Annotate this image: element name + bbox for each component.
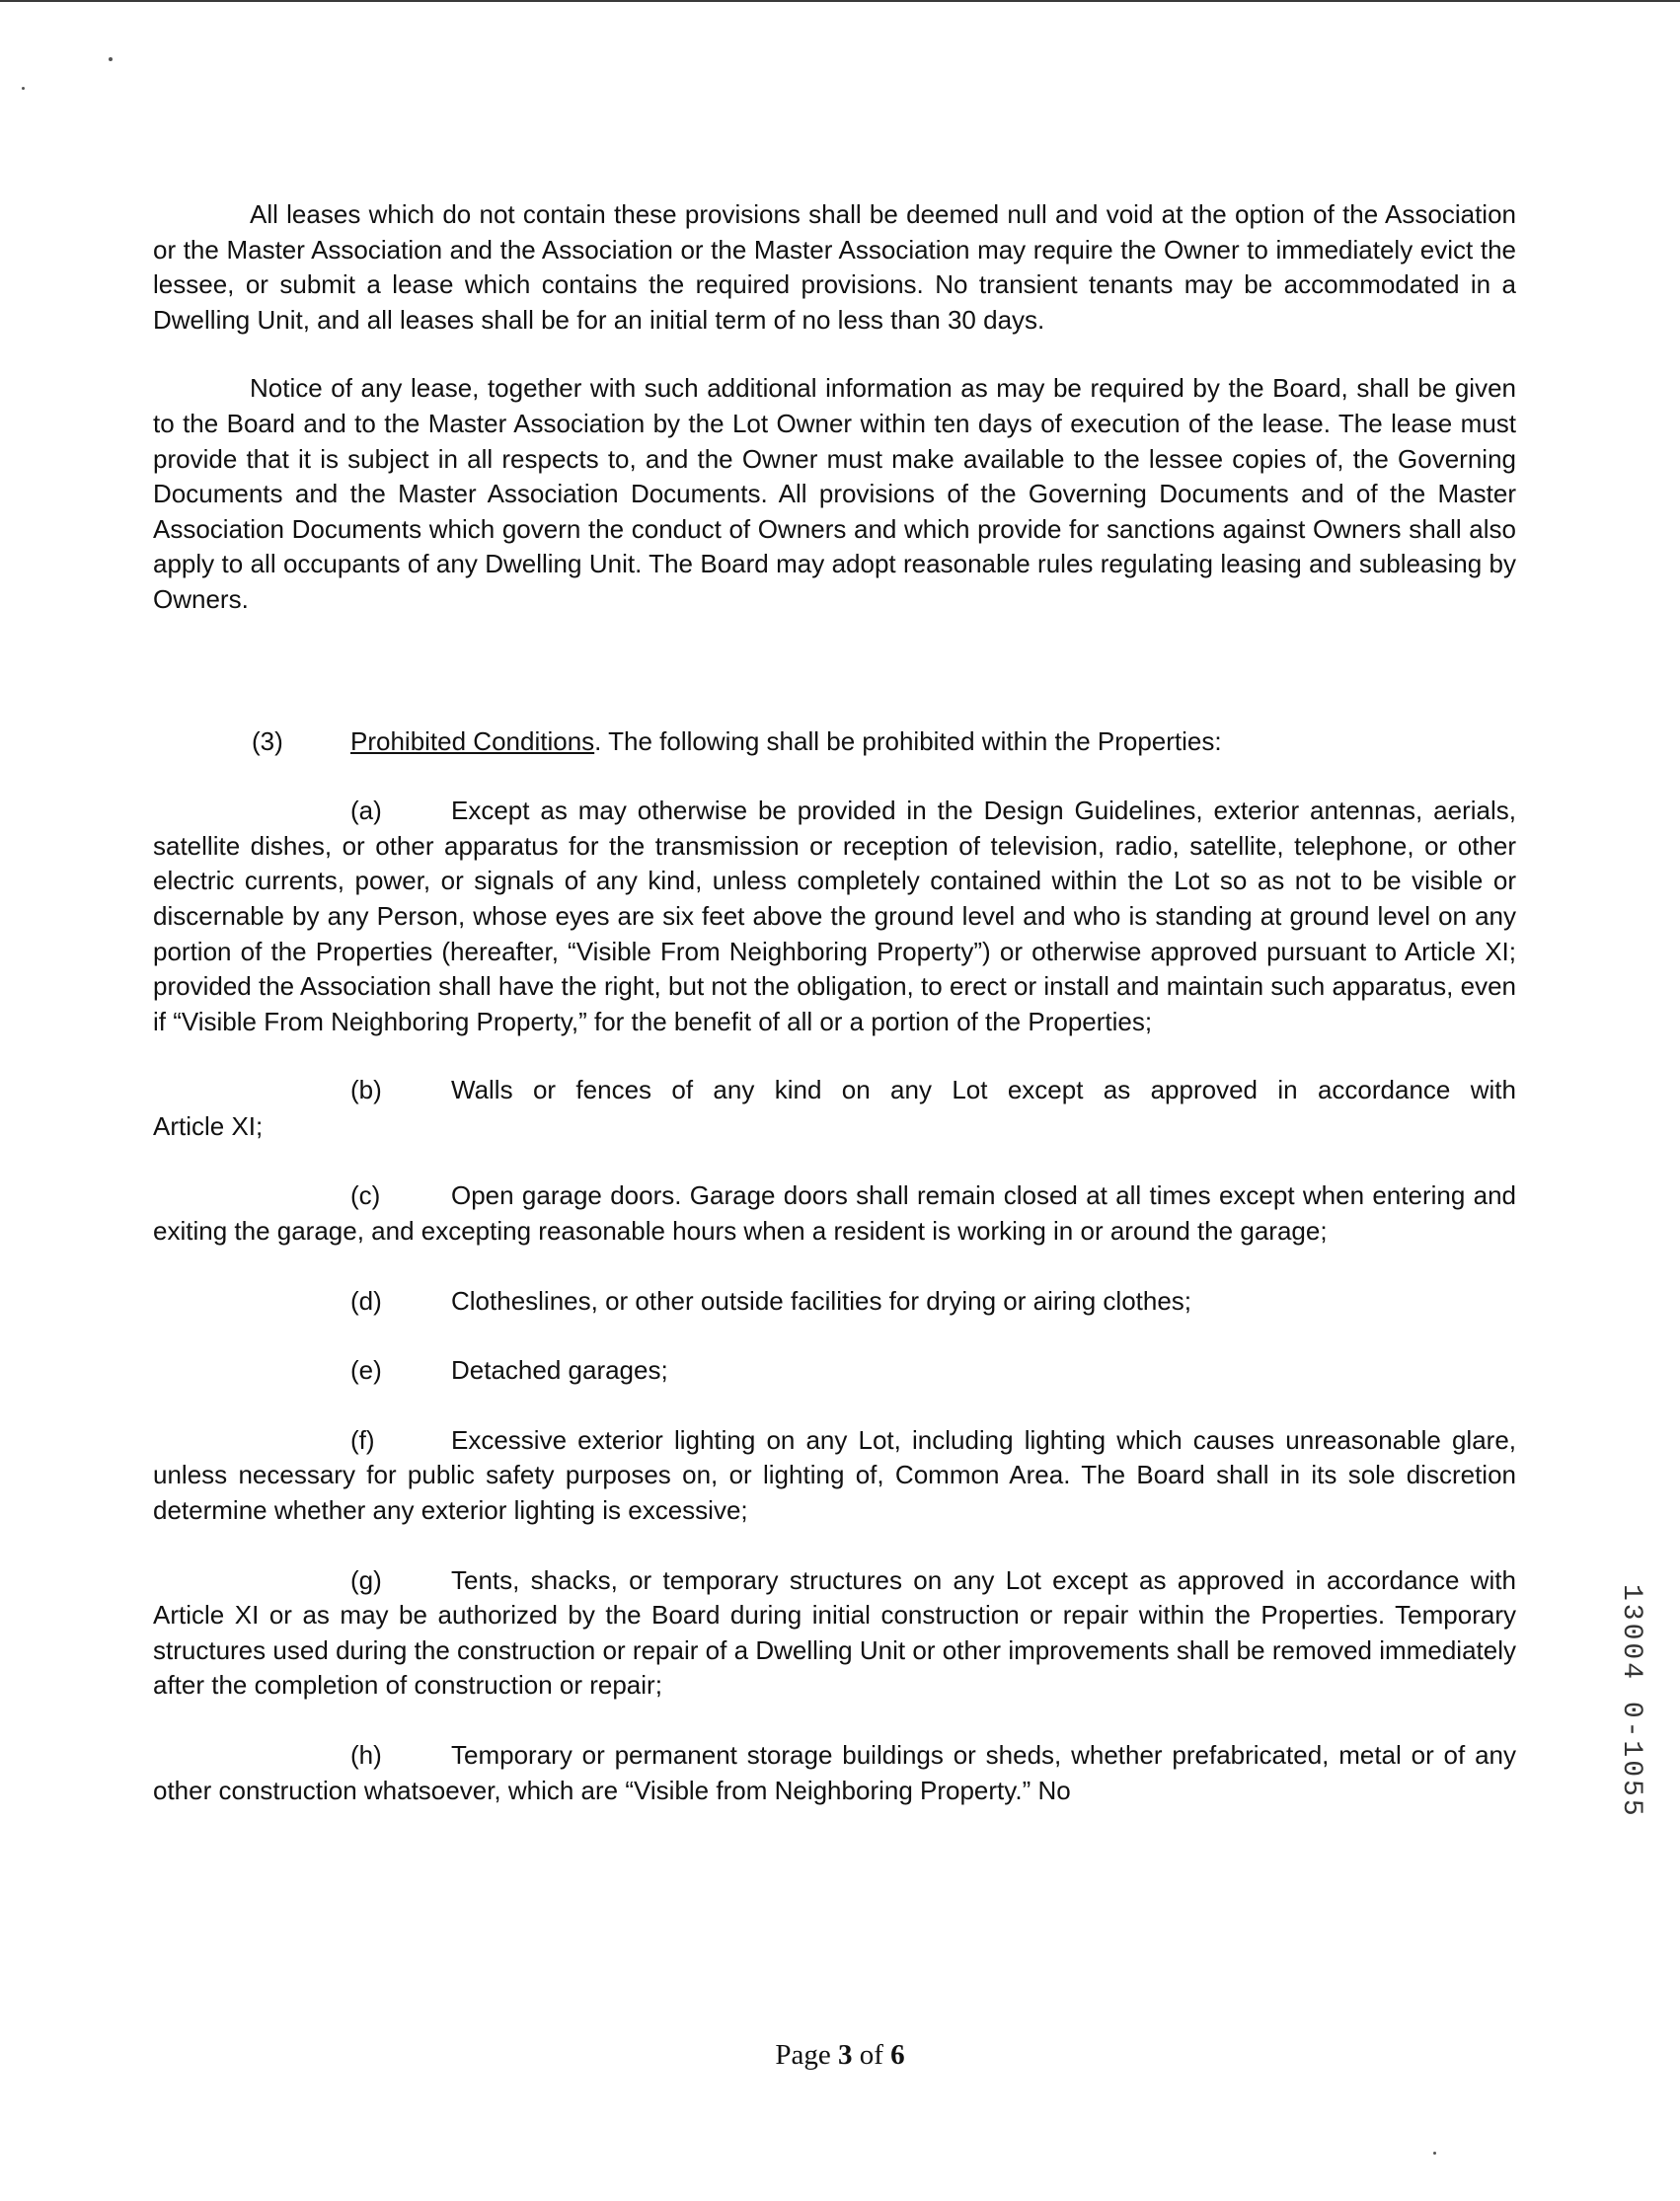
- scan-top-border: [0, 0, 1680, 2]
- item-d: [153, 1284, 1516, 1320]
- item-f: [153, 1423, 1516, 1529]
- lease-paragraph-1: All leases which do not contain these provisions shall be deemed null and void at the option of the Association or the Master Association and the Association or the Master Association may require the Owner to immediately evict the lessee, or submit a lease which contains the required provisions. No transient tenants may be accommodated in a Dwelling Unit, and all leases shall be for an initial term of no less than 30 days.: [153, 199, 1516, 335]
- item-label: (b): [350, 1075, 382, 1105]
- item-text: Except as may otherwise be provided in the Design Guidelines, exterior antennas, aerials, satellite dishes, or other apparatus for the transmission or reception of television, radio, satellite, telephone, or other electric currents, power, or signals of any kind, unless completely contained within the Lot so as not to be visible or discernable by any Person, whose eyes are six feet above the ground level and who is standing at ground level on any portion of the Properties (hereafter, “Visible From Neighboring Property”) or otherwise approved pursuant to Article XI; provided the Association shall have the right, but not the obligation, to erect or install and maintain such apparatus, even if “Visible From Neighboring Property,” for the benefit of all or a portion of the Properties;: [153, 796, 1516, 1036]
- item-h: [153, 1738, 1516, 1808]
- item-text: Open garage doors. Garage doors shall remain closed at all times except when entering and exiting the garage, and excepting reasonable hours when a resident is working in or around the garage;: [153, 1180, 1516, 1247]
- item-c: [153, 1178, 1516, 1249]
- item-label: (e): [350, 1355, 382, 1386]
- item-g: [153, 1563, 1516, 1704]
- lease-paragraph-2: Notice of any lease, together with such additional information as may be required by the Board, shall be given to the Board and to the Master Association by the Lot Owner within ten days of execution of the lease. The lease must provide that it is subject in all respects to, and the Owner must make available to the lessee copies of, the Governing Documents and the Master Association Documents. All provisions of the Governing Documents and of the Master Association Documents which govern the conduct of Owners and which provide for sanctions against Owners shall also apply to all occupants of any Dwelling Unit. The Board may adopt reasonable rules regulating leasing and subleasing by Owners.: [153, 373, 1516, 614]
- item-text: Temporary or permanent storage buildings or sheds, whether prefabricated, metal or of any other construction whatsoever, which are “Visible from Neighboring Property.” No: [153, 1740, 1516, 1805]
- document-body: [153, 197, 1516, 1808]
- item-text: Walls or fences of any kind on any Lot except as approved in accordance with: [451, 1075, 1516, 1105]
- item-label: (f): [350, 1424, 375, 1455]
- scan-speck: [109, 57, 113, 61]
- item-text: Clotheslines, or other outside facilities for drying or airing clothes;: [451, 1285, 1192, 1316]
- page-footer: [0, 2039, 1680, 2072]
- item-text: Excessive exterior lighting on any Lot, including lighting which causes unreasonable glare, unless necessary for public safety purposes on, or lighting of, Common Area. The Board shall in its sole discretion determine whether any exterior lighting is excessive;: [153, 1424, 1516, 1526]
- item-label: (a): [350, 796, 382, 826]
- section-number: (3): [252, 725, 283, 756]
- section-intro: . The following shall be prohibited within the Properties:: [594, 725, 1222, 756]
- stamp-text: 13004 0-1055: [1616, 1584, 1646, 1819]
- scan-speck: [22, 87, 25, 90]
- document-recording-stamp: [1611, 1584, 1670, 1851]
- item-e: [153, 1353, 1516, 1389]
- item-label: (d): [350, 1285, 382, 1316]
- item-label: (c): [350, 1180, 381, 1211]
- item-b-continuation: Article XI;: [153, 1110, 264, 1141]
- item-a: [153, 794, 1516, 1039]
- item-text: Detached garages;: [451, 1355, 668, 1386]
- total-page-count: 6: [890, 2039, 905, 2071]
- footer-of: of: [852, 2039, 891, 2071]
- item-text: Tents, shacks, or temporary structures on any Lot except as approved in accordance with Article XI or as may be authorized by the Board during initial construction or repair within the Properties. Temporary structures used during the construction or repair of a Dwelling Unit or other improvements shall be removed immediately after the completion of construction or repair;: [153, 1564, 1516, 1701]
- current-page-number: 3: [837, 2039, 853, 2071]
- scan-speck: [1433, 2152, 1436, 2155]
- item-label: (g): [350, 1564, 382, 1595]
- item-b: [153, 1073, 1516, 1108]
- item-label: (h): [350, 1740, 382, 1770]
- footer-prefix: Page: [775, 2039, 838, 2071]
- section-heading: [153, 724, 1516, 760]
- section-title: Prohibited Conditions: [350, 725, 595, 756]
